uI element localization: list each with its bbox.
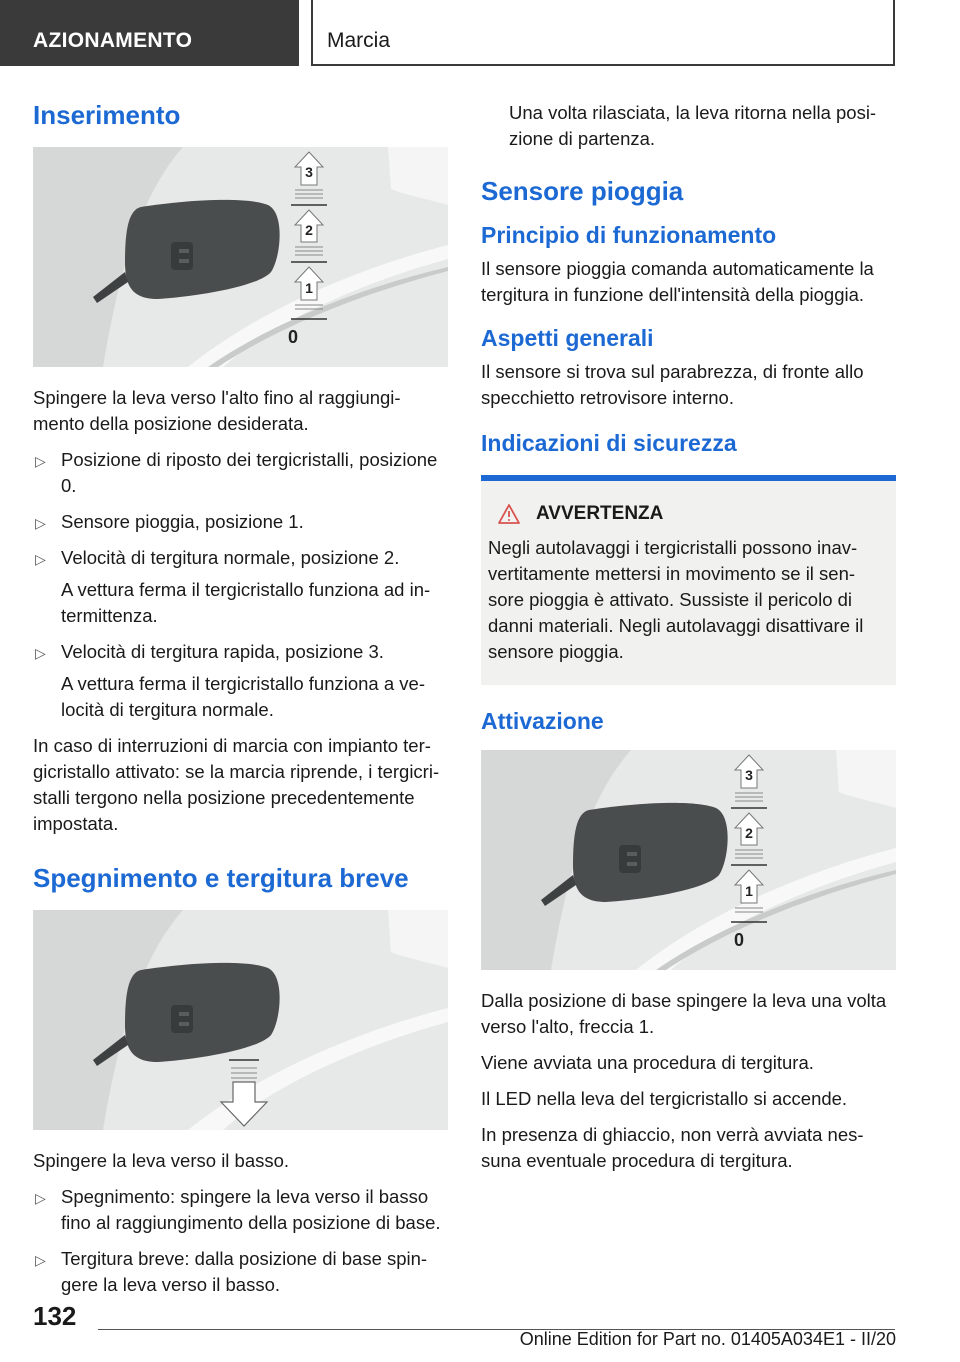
inserimento-intro: Spingere la leva verso l'alto fino al raggiungi-mento della posizione desiderata. xyxy=(33,387,401,435)
triangle-right-icon: ▷ xyxy=(35,1190,46,1207)
list-item: ▷ Sensore pioggia, posizione 1. xyxy=(33,509,448,535)
list-item: ▷ Tergitura breve: dalla posizione di base spin-gere la leva verso il basso. xyxy=(35,1248,428,1296)
figure-label-2: 2 xyxy=(305,222,313,239)
figure-label-1: 1 xyxy=(305,280,313,297)
section-title-sensore: Sensore pioggia xyxy=(481,176,684,206)
continuation-text: Una volta rilasciata, la leva ritorna nella posi-zione di partenza. xyxy=(509,102,877,149)
left-column xyxy=(33,100,448,1308)
warning-label: AVVERTENZA xyxy=(536,503,664,525)
figure-label-0: 0 xyxy=(287,327,299,348)
subsection-title-aspetti: Aspetti generali xyxy=(481,324,654,351)
spegnimento-list xyxy=(33,1184,448,1298)
attivazione-text-4: In presenza di ghiaccio, non verrà avviata nes-suna eventuale procedura di tergitura. xyxy=(481,1124,864,1172)
triangle-right-icon: ▷ xyxy=(35,515,46,532)
figure-label-3: 3 xyxy=(305,164,313,181)
warning-box xyxy=(481,475,896,685)
figure-lever-down xyxy=(33,910,448,1130)
attivazione-text-3: Il LED nella leva del tergicristallo si accende. xyxy=(481,1088,848,1110)
figure-lever-activation xyxy=(481,750,896,970)
figure-label-2: 2 xyxy=(745,825,753,842)
inserimento-list xyxy=(33,447,448,723)
right-column xyxy=(481,100,896,1184)
list-item: ▷ Velocità di tergitura rapida, posizione 3. A vettura ferma il tergicristallo funziona a ve-locità di tergitura normale. xyxy=(33,639,448,723)
inserimento-outro: In caso di interruzioni di marcia con impianto ter-gicristallo attivato: se la marcia riprende, i tergicri-stalli tergono nella posizione precedentemente impostata. xyxy=(33,735,440,835)
subsection-title-principio: Principio di funzionamento xyxy=(481,222,777,249)
lever-down-illustration xyxy=(33,910,448,1130)
header-chapter-label: Marcia xyxy=(327,29,391,52)
lever-up-illustration xyxy=(33,147,448,367)
list-item-note: A vettura ferma il tergicristallo funziona ad in-termittenza. xyxy=(61,579,431,627)
list-item: ▷ Posizione di riposto dei tergicristalli, posizione 0. xyxy=(35,449,438,497)
warning-title xyxy=(488,503,889,525)
lever-activation-illustration xyxy=(481,750,896,970)
warning-triangle-icon xyxy=(498,504,520,524)
section-title-spegnimento: Spegnimento e tergitura breve xyxy=(33,863,409,894)
attivazione-text-2: Viene avviata una procedura di tergitura. xyxy=(481,1052,814,1074)
aspetti-text: Il sensore si trova sul parabrezza, di fronte allo specchietto retrovisore interno. xyxy=(481,360,864,408)
warning-text: Negli autolavaggi i tergicristalli possono inav-vertitamente mettersi in movimento se il sen-sore pioggia è attivato. Sussiste il pericolo di danni materiali. Negli autolavaggi disattivare il sensore pioggia. xyxy=(488,537,864,663)
header-chapter-tab xyxy=(311,0,895,66)
spegnimento-intro: Spingere la leva verso il basso. xyxy=(33,1150,290,1172)
list-item-note: A vettura ferma il tergicristallo funziona a ve-locità di tergitura normale. xyxy=(61,673,425,721)
list-item: ▷ Velocità di tergitura normale, posizione 2. A vettura ferma il tergicristallo funziona ad in-termittenza. xyxy=(33,545,448,629)
figure-lever-up xyxy=(33,147,448,367)
principio-text: Il sensore pioggia comanda automaticamente la tergitura in funzione dell'intensità della pioggia. xyxy=(481,257,874,305)
page-number: 132 xyxy=(33,1301,77,1331)
figure-label-1: 1 xyxy=(745,883,753,900)
header-section-tab xyxy=(0,0,299,66)
footer-edition: Online Edition for Part no. 01405A034E1 - II/20 xyxy=(519,1329,896,1349)
attivazione-text-1: Dalla posizione di base spingere la leva una volta verso l'alto, freccia 1. xyxy=(481,990,887,1038)
subsection-title-sicurezza: Indicazioni di sicurezza xyxy=(481,429,737,456)
triangle-right-icon: ▷ xyxy=(35,453,46,470)
triangle-right-icon: ▷ xyxy=(35,1252,46,1269)
header-section-label: AZIONAMENTO xyxy=(33,29,193,52)
figure-label-0: 0 xyxy=(733,930,745,951)
section-title-inserimento: Inserimento xyxy=(33,100,181,130)
list-item: ▷ Spegnimento: spingere la leva verso il basso fino al raggiungimento della posizione di base. xyxy=(35,1186,441,1234)
figure-label-3: 3 xyxy=(745,767,753,784)
subsection-title-attivazione: Attivazione xyxy=(481,708,604,735)
triangle-right-icon: ▷ xyxy=(35,645,46,662)
triangle-right-icon: ▷ xyxy=(35,551,46,568)
